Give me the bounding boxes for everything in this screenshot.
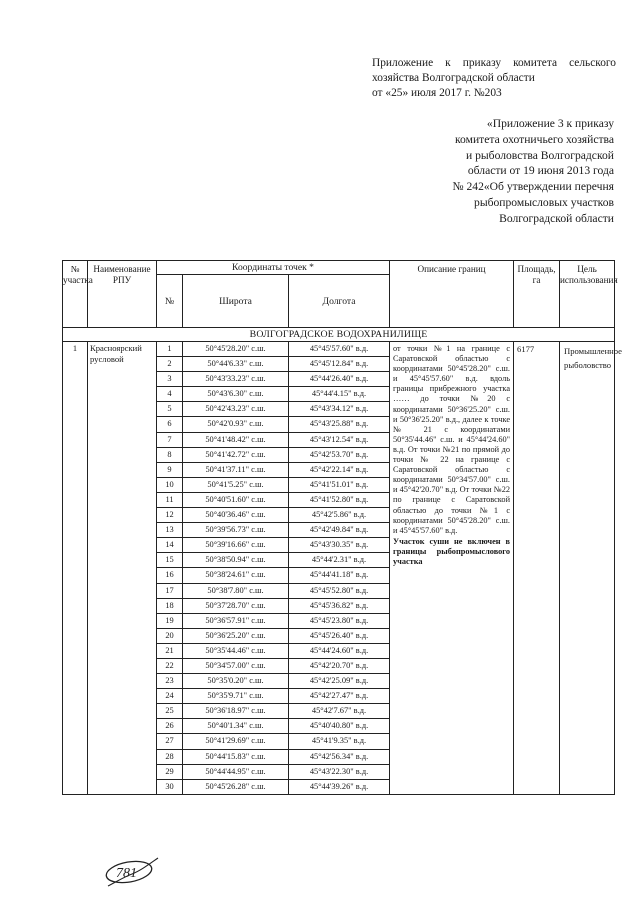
point-number: 21 xyxy=(157,643,183,658)
point-latitude: 50°43'33.23" с.ш. xyxy=(183,372,289,387)
point-longitude: 45°45'12.84" в.д. xyxy=(289,357,390,372)
point-longitude: 45°41'9.35" в.д. xyxy=(289,734,390,749)
point-longitude: 45°40'40.80" в.д. xyxy=(289,719,390,734)
point-number: 23 xyxy=(157,674,183,689)
point-number: 13 xyxy=(157,523,183,538)
point-number: 9 xyxy=(157,462,183,477)
point-latitude: 50°38'50.94" с.ш. xyxy=(183,553,289,568)
point-number: 6 xyxy=(157,417,183,432)
point-number: 22 xyxy=(157,658,183,673)
appendix-reference-line: «Приложение 3 к приказу xyxy=(486,117,614,130)
header-longitude: Долгота xyxy=(289,275,390,328)
handwritten-signature-icon xyxy=(102,855,160,891)
point-latitude: 50°36'18.97" с.ш. xyxy=(183,704,289,719)
table-header-row xyxy=(63,261,615,275)
point-longitude: 45°44'4.15" в.д. xyxy=(289,387,390,402)
point-latitude: 50°37'28.70" с.ш. xyxy=(183,598,289,613)
point-latitude: 50°40'51.60" с.ш. xyxy=(183,492,289,507)
point-longitude: 45°42'49.84" в.д. xyxy=(289,523,390,538)
point-number: 8 xyxy=(157,447,183,462)
point-longitude: 45°42'7.67" в.д. xyxy=(289,704,390,719)
point-latitude: 50°38'24.61" с.ш. xyxy=(183,568,289,583)
point-number: 5 xyxy=(157,402,183,417)
point-number: 14 xyxy=(157,538,183,553)
point-latitude: 50°41'42.72" с.ш. xyxy=(183,447,289,462)
point-longitude: 45°45'57.60" в.д. xyxy=(289,342,390,357)
point-latitude: 50°41'48.42" с.ш. xyxy=(183,432,289,447)
order-reference-line: Приложение к приказу комитета сельского xyxy=(372,57,616,69)
point-longitude: 45°44'41.18" в.д. xyxy=(289,568,390,583)
point-longitude: 45°42'25.09" в.д. xyxy=(289,674,390,689)
point-latitude: 50°44'6.33" с.ш. xyxy=(183,357,289,372)
point-longitude: 45°45'52.80" в.д. xyxy=(289,583,390,598)
point-number: 12 xyxy=(157,508,183,523)
point-number: 19 xyxy=(157,613,183,628)
table-row xyxy=(63,342,615,357)
point-latitude: 50°39'56.73" с.ш. xyxy=(183,523,289,538)
boundary-description-text: от точки №1 на границе с Саратовской областью с координатами 50°45'28.20" с.ш. и 45°45'57.60" в.д. вдоль границы прибрежного участка …… до точки №20 с координатами 50°36'25.20" с.ш. и 50°36'25.20" в.д., далее к точке № 21 с координатами 50°35'44.46" с.ш. и 45°44'24.60" в.д. От точки №21 по прямой до точки № 22 на границе с Саратовской областью с координатами 50°34'57.00" с.ш. и 45°42'20.70" в.д. От точки №22 по границе с Саратовской областью до точки №1 с координатами 50°45'28.20" с.ш. и 45°45'57.60" в.д. xyxy=(393,344,511,535)
point-longitude: 45°44'26.40" в.д. xyxy=(289,372,390,387)
header-coordinates: Координаты точек * xyxy=(157,261,390,275)
point-number: 17 xyxy=(157,583,183,598)
point-number: 25 xyxy=(157,704,183,719)
header-latitude: Широта xyxy=(183,275,289,328)
point-longitude: 45°44'39.26" в.д. xyxy=(289,779,390,794)
header-plot-number: № участка xyxy=(63,261,88,328)
header-point-number: № xyxy=(157,275,183,328)
order-reference-line: от «25» июля 2017 г. №203 xyxy=(372,87,502,99)
point-latitude: 50°41'29.69" с.ш. xyxy=(183,734,289,749)
boundary-note: Участок суши не включен в границы рыбопромыслового участка xyxy=(393,536,511,566)
order-reference xyxy=(372,56,616,101)
appendix-reference xyxy=(380,116,614,227)
point-longitude: 45°45'26.40" в.д. xyxy=(289,628,390,643)
point-longitude: 45°44'2.31" в.д. xyxy=(289,553,390,568)
appendix-reference-line: и рыболовства Волгоградской xyxy=(465,148,614,162)
point-number: 7 xyxy=(157,432,183,447)
appendix-reference-line: области от 19 июня 2013 года xyxy=(467,164,614,178)
point-number: 4 xyxy=(157,387,183,402)
point-latitude: 50°36'25.20" с.ш. xyxy=(183,628,289,643)
point-number: 1 xyxy=(157,342,183,357)
appendix-reference-line: рыбопромысловых участков xyxy=(474,195,614,209)
point-longitude: 45°42'27.47" в.д. xyxy=(289,689,390,704)
point-latitude: 50°43'6.30" с.ш. xyxy=(183,387,289,402)
header-purpose: Цель использования xyxy=(560,261,615,328)
point-latitude: 50°42'43.23" с.ш. xyxy=(183,402,289,417)
point-longitude: 45°42'56.34" в.д. xyxy=(289,749,390,764)
point-longitude: 45°41'51.01" в.д. xyxy=(289,477,390,492)
point-longitude: 45°43'12.54" в.д. xyxy=(289,432,390,447)
point-latitude: 50°42'0.93" с.ш. xyxy=(183,417,289,432)
boundary-description xyxy=(390,342,514,795)
point-longitude: 45°45'36.82" в.д. xyxy=(289,598,390,613)
point-longitude: 45°41'52.80" в.д. xyxy=(289,492,390,507)
point-latitude: 50°44'44.95" с.ш. xyxy=(183,764,289,779)
point-latitude: 50°38'7.80" с.ш. xyxy=(183,583,289,598)
point-latitude: 50°39'16.66" с.ш. xyxy=(183,538,289,553)
point-number: 28 xyxy=(157,749,183,764)
point-latitude: 50°35'44.46" с.ш. xyxy=(183,643,289,658)
point-number: 16 xyxy=(157,568,183,583)
point-longitude: 45°42'20.70" в.д. xyxy=(289,658,390,673)
point-longitude: 45°42'53.70" в.д. xyxy=(289,447,390,462)
point-latitude: 50°45'26.28" с.ш. xyxy=(183,779,289,794)
point-number: 3 xyxy=(157,372,183,387)
point-latitude: 50°45'28.20" с.ш. xyxy=(183,342,289,357)
point-number: 15 xyxy=(157,553,183,568)
point-latitude: 50°35'0.20" с.ш. xyxy=(183,674,289,689)
point-longitude: 45°43'34.12" в.д. xyxy=(289,402,390,417)
point-longitude: 45°44'24.60" в.д. xyxy=(289,643,390,658)
point-latitude: 50°36'57.91" с.ш. xyxy=(183,613,289,628)
appendix-reference-line: № 242«Об утверждении перечня xyxy=(452,180,614,194)
point-latitude: 50°34'57.00" с.ш. xyxy=(183,658,289,673)
point-number: 24 xyxy=(157,689,183,704)
appendix-reference-line: комитета охотничьего хозяйства xyxy=(455,132,614,146)
point-number: 10 xyxy=(157,477,183,492)
region-title: ВОЛГОГРАДСКОЕ ВОДОХРАНИЛИЩЕ xyxy=(63,328,615,342)
header-plot-name: Наименование РПУ xyxy=(88,261,157,328)
point-longitude: 45°45'23.80" в.д. xyxy=(289,613,390,628)
region-row xyxy=(63,328,615,342)
point-longitude: 45°42'22.14" в.д. xyxy=(289,462,390,477)
point-latitude: 50°40'36.46" с.ш. xyxy=(183,508,289,523)
point-number: 20 xyxy=(157,628,183,643)
appendix-reference-line: Волгоградской области xyxy=(499,211,614,225)
point-number: 29 xyxy=(157,764,183,779)
plot-area: 6177 xyxy=(514,342,560,795)
point-longitude: 45°43'22.30" в.д. xyxy=(289,764,390,779)
plot-name: Красноярский русловой xyxy=(88,342,157,795)
point-latitude: 50°41'5.25" с.ш. xyxy=(183,477,289,492)
point-longitude: 45°42'5.86" в.д. xyxy=(289,508,390,523)
point-longitude: 45°43'30.35" в.д. xyxy=(289,538,390,553)
header-area: Площадь, га xyxy=(514,261,560,328)
point-latitude: 50°44'15.83" с.ш. xyxy=(183,749,289,764)
order-reference-line: хозяйства Волгоградской области xyxy=(372,72,535,84)
point-number: 11 xyxy=(157,492,183,507)
point-latitude: 50°35'9.71" с.ш. xyxy=(183,689,289,704)
point-longitude: 45°43'25.88" в.д. xyxy=(289,417,390,432)
point-number: 2 xyxy=(157,357,183,372)
point-latitude: 50°40'1.34" с.ш. xyxy=(183,719,289,734)
point-number: 26 xyxy=(157,719,183,734)
plot-purpose: Промышленное рыболовство xyxy=(560,342,615,795)
point-number: 18 xyxy=(157,598,183,613)
header-description: Описание границ xyxy=(390,261,514,328)
plot-number: 1 xyxy=(63,342,88,795)
fishing-plots-table xyxy=(62,260,622,795)
point-latitude: 50°41'37.11" с.ш. xyxy=(183,462,289,477)
point-number: 27 xyxy=(157,734,183,749)
point-number: 30 xyxy=(157,779,183,794)
signature-number: 781 xyxy=(116,866,137,881)
